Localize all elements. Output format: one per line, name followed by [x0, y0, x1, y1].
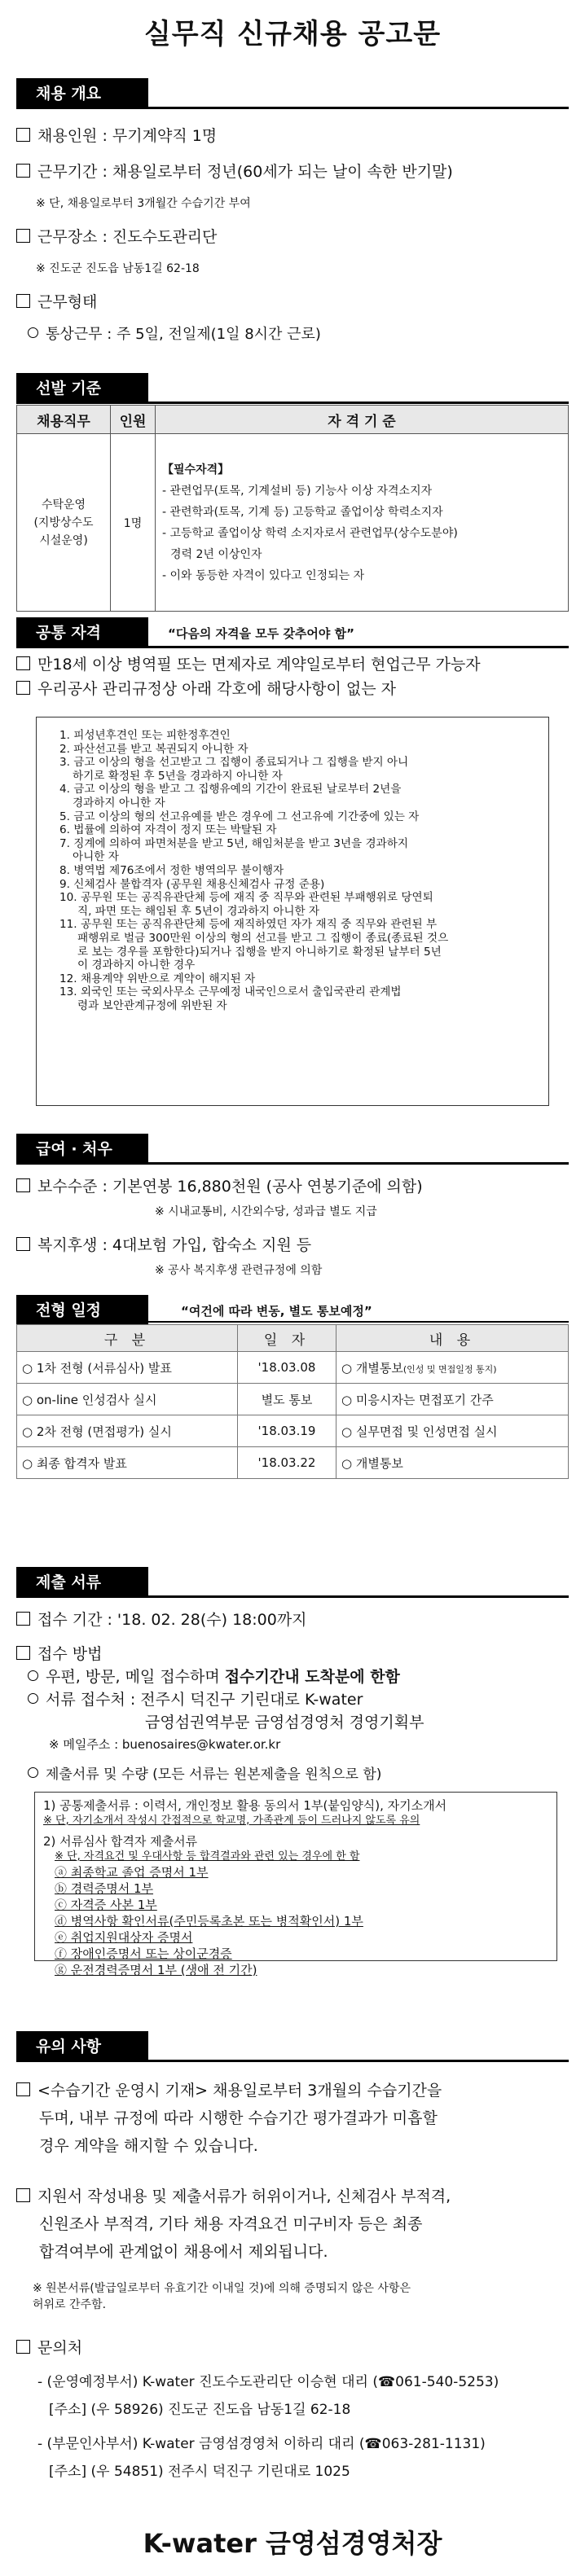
list-item: 12. 채용계약 위반으로 계약이 해지된 자: [59, 972, 256, 985]
list-item: 6. 법률에 의하여 자격이 정지 또는 박탈된 자: [59, 823, 277, 837]
page-title: 실무직 신규채용 공고문: [143, 18, 442, 50]
list-item: 7. 징계에 의하여 파면처분을 받고 5년, 해임처분을 받고 3년을 경과하지: [59, 836, 409, 850]
checkbox-icon: [16, 2340, 30, 2354]
list-item: ⓓ 병역사항 확인서류(주민등록초본 또는 병적확인서) 1부: [55, 1914, 363, 1929]
criteria-table: [16, 405, 569, 612]
overview-count: 채용인원 : 무기계약직 1명: [16, 125, 569, 147]
list-item: ⓑ 경력증명서 1부: [55, 1881, 154, 1896]
pay-salary-note: ※ 시내교통비, 시간외수당, 성과급 별도 지급: [155, 1205, 377, 1218]
overview-place: 근무장소 : 진도수도관리단: [16, 226, 569, 248]
submit-email: ※ 메일주소 : buenosaires@kwater.or.kr: [49, 1737, 281, 1752]
list-item: ⓔ 취업지원대상자 증명서: [55, 1930, 193, 1945]
schedule-table: [16, 1324, 569, 1479]
submit-method-1: 우편, 방문, 메일 접수하며 접수기간내 도착분에 한함: [28, 1666, 580, 1687]
list-item: 이 경과하지 아니한 경우: [77, 959, 196, 972]
overview-period: 근무기간 : 채용일로부터 정년(60세가 되는 날이 속한 반기말): [16, 161, 569, 182]
list-item: ⓖ 운전경력증명서 1부 (생애 전 기간): [55, 1963, 257, 1977]
common-line-1: 만18세 이상 병역필 또는 면제자로 계약일로부터 현업근무 가능자: [16, 654, 569, 675]
list-item: ⓕ 장애인증명서 또는 상이군경증: [55, 1946, 232, 1961]
notice-paragraph-1: <수습기간 운영시 기재> 채용일로부터 3개월의 수습기간을 두며, 내부 규정에 따라 시행한 수습기간 평가결과가 미흡할 경우 계약을 해지할 수 있습니다.: [16, 2077, 569, 2160]
contact-2: - (부문인사부서) K-water 금영섬경영처 이하리 대리 (☎063-281-1131): [37, 2436, 486, 2452]
list-item: 로 보는 경우를 포함한다)되거나 집행을 받지 아니하기로 확정된 날부터 5년: [77, 945, 442, 959]
list-item: 8. 병역법 제76조에서 정한 병역의무 불이행자: [59, 863, 284, 877]
checkbox-icon: [16, 1646, 30, 1660]
list-item: 령과 보안관계규정에 위반된 자: [77, 998, 227, 1012]
list-item: 하기로 확정된 후 5년을 경과하지 아니한 자: [73, 769, 283, 783]
common-line-2: 우리공사 관리규정상 아래 각호에 해당사항이 없는 자: [16, 678, 569, 700]
table-header: 내 용: [336, 1325, 569, 1352]
criteria-requirements: 【필수자격】 - 관련업무(토목, 기계설비 등) 기능사 이상 자격소지자 - 관련학과(토목, 기계 등) 고등학교 졸업이상 학력소지자 - 고등학교 졸업이상 학력 소지자로서 관련업무(상수도분야) 경력 2년 이상인자 - 이와 동등한 자격이 있다고 인정되는 자: [156, 434, 569, 612]
list-item: 10. 공무원 또는 공직유관단체 등에 재직 중 직무와 관련된 부패행위로 당연퇴: [59, 891, 433, 905]
checkbox-icon: [16, 1178, 30, 1192]
contact-1-address: [주소] (우 58926) 진도군 진도읍 남동1길 62-18: [49, 2402, 351, 2418]
list-item: ⓒ 자격증 사본 1부: [55, 1898, 157, 1912]
list-item: 4. 금고 이상의 형을 받고 그 집행유예의 기간이 완료된 날로부터 2년을: [59, 783, 402, 796]
list-item: 11. 공무원 또는 공직유관단체 등에 재직하였던 자가 재직 중 직무와 관련된 부: [59, 918, 438, 932]
table-row: ○ on-line 인성검사 실시 별도 통보 ○ 미응시자는 면접포기 간주: [17, 1384, 569, 1415]
section-divider: [16, 1162, 569, 1165]
contact-2-address: [주소] (우 54851) 전주시 덕진구 기린대로 1025: [49, 2464, 350, 2480]
overview-type: 근무형태: [16, 292, 569, 313]
checkbox-icon: [16, 294, 30, 308]
section-header-notice: 유의 사항: [16, 2031, 148, 2062]
notice-paragraph-2-note: ※ 원본서류(발급일로부터 유효기간 이내일 것)에 의해 증명되지 않은 사항은 허위로 간주함.: [33, 2282, 411, 2311]
submit-method: 접수 방법: [16, 1643, 569, 1665]
submit-docs-head: 제출서류 및 수량 (모든 서류는 원본제출을 원칙으로 함): [28, 1764, 580, 1785]
section-header-submit: 제출 서류: [16, 1567, 148, 1598]
notice-contact: 문의처: [16, 2337, 569, 2359]
checkbox-icon: [16, 656, 30, 670]
issuer-signature: K-water 금영섬경영처장: [143, 2528, 442, 2559]
list-item: 5. 금고 이상의 형의 선고유예를 받은 경우에 그 선고유예 기간중에 있는 자: [59, 810, 420, 823]
checkbox-icon: [16, 681, 30, 695]
bullet-circle-icon: [28, 1693, 38, 1704]
section-header-overview: 채용 개요: [16, 78, 148, 109]
table-row: ○ 최종 합격자 발표 '18.03.22 ○ 개별통보: [17, 1447, 569, 1479]
table-row: ○ 1차 전형 (서류심사) 발표 '18.03.08 ○ 개별통보(인성 및 면접일정 통지): [17, 1352, 569, 1384]
bullet-circle-icon: [28, 1767, 38, 1778]
list-item: 패행위로 벌금 300만원 이상의 형의 선고를 받고 그 집행이 종료(종료된 것으: [77, 931, 449, 945]
submit-method-2-cont: 금영섬권역부문 금영섬경영처 경영기획부: [145, 1714, 424, 1731]
table-row: ○ 2차 전형 (면접평가) 실시 '18.03.19 ○ 실무면접 및 인성면접 실시: [17, 1415, 569, 1447]
section-divider: [16, 402, 569, 404]
checkbox-icon: [16, 164, 30, 178]
criteria-job: 수탁운영 (지방상수도 시설운영): [17, 434, 111, 612]
list-item: 경과하지 아니한 자: [73, 796, 165, 810]
section-divider: [16, 2060, 569, 2062]
table-header: 일 자: [238, 1325, 336, 1352]
pay-salary: 보수수준 : 기본연봉 16,880천원 (공사 연봉기준에 의함): [16, 1176, 569, 1197]
submit-method-2: 서류 접수처 : 전주시 덕진구 기린대로 K-water: [28, 1689, 580, 1710]
checkbox-icon: [16, 2082, 30, 2096]
bullet-circle-icon: [28, 1670, 38, 1681]
checkbox-icon: [16, 2188, 30, 2202]
list-item: 3. 금고 이상의 형을 선고받고 그 집행이 종료되거나 그 집행을 받지 아니: [59, 756, 409, 770]
criteria-count: 1명: [111, 434, 156, 612]
section-header-schedule: 전형 일정: [16, 1295, 148, 1326]
checkbox-icon: [16, 229, 30, 243]
section-divider: [16, 646, 569, 648]
list-item: 아니한 자: [73, 850, 119, 864]
table-header: 인원: [111, 406, 156, 434]
section-divider: [16, 1595, 569, 1598]
list-item: 9. 신체검사 불합격자 (공무원 채용신체검사 규정 준용): [59, 877, 325, 891]
section-header-common: 공통 자격: [16, 617, 148, 648]
table-header: 구 분: [17, 1325, 238, 1352]
pay-welfare: 복지후생 : 4대보험 가입, 합숙소 지원 등: [16, 1235, 569, 1256]
section-divider: [16, 1321, 569, 1323]
list-item: 1. 피성년후견인 또는 피한정후견인: [59, 729, 231, 742]
pay-welfare-note: ※ 공사 복지후생 관련규정에 의함: [155, 1264, 323, 1277]
checkbox-icon: [16, 1237, 30, 1251]
notice-paragraph-2: 지원서 작성내용 및 제출서류가 허위이거나, 신체검사 부적격, 신원조사 부적격, 기타 채용 자격요건 미구비자 등은 최종 합격여부에 관계없이 채용에서 제외됩니다.: [16, 2183, 569, 2266]
submit-deadline: 접수 기간 : '18. 02. 28(수) 18:00까지: [16, 1609, 569, 1630]
submit-documents-box: 1) 공통제출서류 : 이력서, 개인정보 활용 동의서 1부(붙임양식), 자기소개서 ※ 단, 자기소개서 작성시 간접적으로 학교명, 가족관계 등이 드러나지 않도록 유의 2) 서류심사 합격자 제출서류 ※ 단, 자격요건 및 우대사항 등 합격결과와 관련 있는 경우에 한 함 ⓐ 최종학교 졸업 증명서 1부 ⓑ 경력증명서 1부 ⓒ 자격증 사본 1부 ⓓ 병역사항 확인서류(주민등록초본 또는 병적확인서) 1부 ⓔ 취업지원대상자 증명서 ⓕ 장애인증명서 또는 상이군경증 ⓖ 운전경력증명서 1부 (생애 전 기간): [34, 1792, 557, 1961]
table-header: 채용직무: [17, 406, 111, 434]
list-item: 2. 파산선고를 받고 복권되지 아니한 자: [59, 742, 249, 756]
list-item: ⓐ 최종학교 졸업 증명서 1부: [55, 1865, 209, 1880]
section-header-criteria: 선발 기준: [16, 373, 148, 404]
list-item: 13. 외국인 또는 국외사무소 근무예정 내국인으로서 출입국관리 관계법: [59, 985, 402, 999]
section-header-pay: 급여 · 처우: [16, 1134, 148, 1165]
overview-type-detail: 통상근무 : 주 5일, 전일제(1일 8시간 근로): [28, 324, 580, 345]
disqualification-box: [36, 717, 549, 1106]
overview-period-note: ※ 단, 채용일로부터 3개월간 수습기간 부여: [36, 197, 251, 210]
bullet-circle-icon: [28, 327, 38, 338]
common-tagline: “다음의 자격을 모두 갖추어야 함”: [168, 626, 354, 641]
section-divider: [16, 107, 569, 109]
schedule-tagline: “여건에 따라 변동, 별도 통보예정”: [181, 1304, 372, 1319]
contact-1: - (운영예정부서) K-water 진도수도관리단 이승현 대리 (☎061-540-5253): [37, 2374, 499, 2390]
list-item: 직, 파면 또는 해임된 후 5년이 경과하지 아니한 자: [77, 904, 320, 918]
checkbox-icon: [16, 1612, 30, 1626]
checkbox-icon: [16, 128, 30, 142]
table-header: 자 격 기 준: [156, 406, 569, 434]
overview-place-note: ※ 진도군 진도읍 남동1길 62-18: [36, 262, 200, 275]
